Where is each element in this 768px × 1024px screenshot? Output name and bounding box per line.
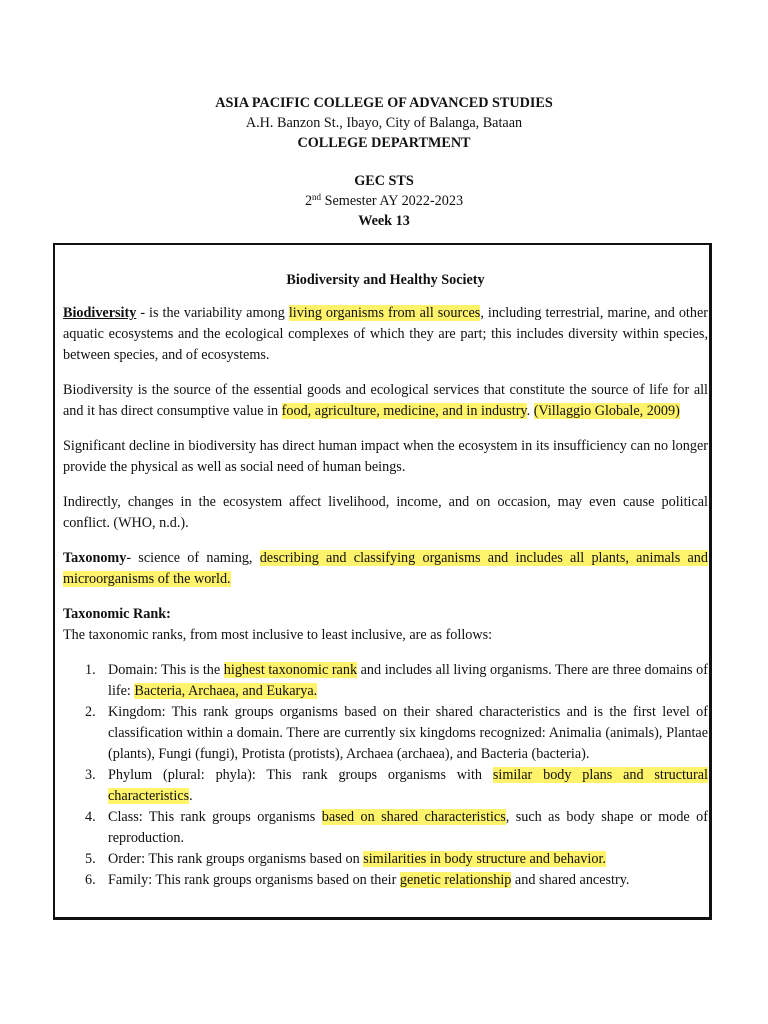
highlight: genetic relationship [399, 872, 512, 888]
text-segment: , such as body shape or mode of reproduction. [108, 809, 708, 846]
highlight: highest taxonomic rank [223, 662, 358, 678]
list-number: 6. [85, 872, 96, 888]
highlight: Bacteria, Archaea, and Eukarya. [134, 683, 318, 699]
taxonomy-definition [63, 548, 708, 590]
college-address: A.H. Banzon St., Ibayo, City of Balanga, Bataan [245, 115, 523, 131]
indirect-impact-paragraph: Indirectly, changes in the ecosystem affect livelihood, income, and on occasion, may even cause political conflict. (WHO, n.d.). [63, 494, 708, 531]
list-number: 2. [85, 704, 96, 720]
semester-number: 2 [304, 193, 313, 209]
week-label: Week 13 [358, 213, 410, 229]
text-segment: - science of naming, [126, 550, 260, 566]
college-name: ASIA PACIFIC COLLEGE OF ADVANCED STUDIES [215, 95, 553, 111]
text-segment: Phylum (plural: phyla): This rank groups organisms with [108, 767, 493, 783]
text-segment: . [189, 788, 193, 804]
text-segment: and includes all living organisms. There are three domains of life: [108, 662, 708, 699]
biodiversity-value-paragraph [63, 380, 708, 422]
document-header [0, 93, 768, 231]
semester-text: Semester AY 2022-2023 [321, 193, 464, 209]
highlight: based on shared characteristics [321, 809, 506, 825]
text-segment: Order: This rank groups organisms based on [108, 851, 364, 867]
highlight-citation: (Villaggio Globale, 2009) [533, 403, 680, 419]
text-segment: and shared ancestry. [511, 872, 630, 888]
text-segment: - is the variability among [136, 305, 289, 321]
text-segment: Family: This rank groups organisms based on their [108, 872, 400, 888]
taxonomic-rank-list [63, 660, 708, 891]
content-body [63, 270, 708, 891]
course-code: GEC STS [354, 173, 414, 189]
department-name: COLLEGE DEPARTMENT [297, 135, 471, 151]
list-number: 5. [85, 851, 96, 867]
list-number: 1. [85, 662, 96, 678]
highlight: living organisms from all sources [288, 305, 481, 321]
text-segment: Kingdom: This rank groups organisms based on their shared characteristics and is the first level of classification within a domain. There are currently six kingdoms recognized: Animalia (animals), Plantae (plants), Fungi (fungi), Protista (protists), Archaea (archaea), and Bacteria (bacteria). [108, 704, 708, 762]
list-item [63, 765, 708, 807]
taxonomic-rank-intro: The taxonomic ranks, from most inclusive to least inclusive, are as follows: [63, 627, 493, 643]
term-taxonomy: Taxonomy [63, 550, 127, 566]
highlight: similar body plans and structural characteristics [108, 767, 708, 804]
text-segment: . [526, 403, 534, 419]
list-number: 4. [85, 809, 96, 825]
highlight: similarities in body structure and behavior. [363, 851, 606, 867]
list-item [63, 870, 708, 891]
highlight: describing and classifying organisms and includes all plants, animals and microorganisms of the world. [63, 550, 708, 587]
list-item [63, 702, 708, 765]
semester-ordinal: nd [312, 192, 322, 202]
taxonomic-rank-heading: Taxonomic Rank: [63, 606, 171, 622]
term-biodiversity: Biodiversity [63, 305, 137, 321]
text-segment: , including terrestrial, marine, and other aquatic ecosystems and the ecological complexes of which they are part; this includes diversity within species, between species, and of ecosystems. [63, 305, 708, 363]
highlight: food, agriculture, medicine, and in industry [281, 403, 527, 419]
decline-paragraph: Significant decline in biodiversity has direct human impact when the ecosystem in its insufficiency can no longer provide the physical as well as social need of human beings. [63, 438, 708, 475]
list-item [63, 807, 708, 849]
biodiversity-definition [63, 303, 708, 366]
content-box [53, 243, 712, 920]
list-item [63, 849, 708, 870]
semester-line [0, 191, 768, 211]
text-segment: Class: This rank groups organisms [108, 809, 322, 825]
list-number: 3. [85, 767, 96, 783]
section-title: Biodiversity and Healthy Society [286, 272, 485, 288]
list-item [63, 660, 708, 702]
text-segment: Domain: This is the [108, 662, 224, 678]
text-segment: Biodiversity is the source of the essential goods and ecological services that constitute the source of life for all and it has direct consumptive value in [63, 382, 708, 419]
